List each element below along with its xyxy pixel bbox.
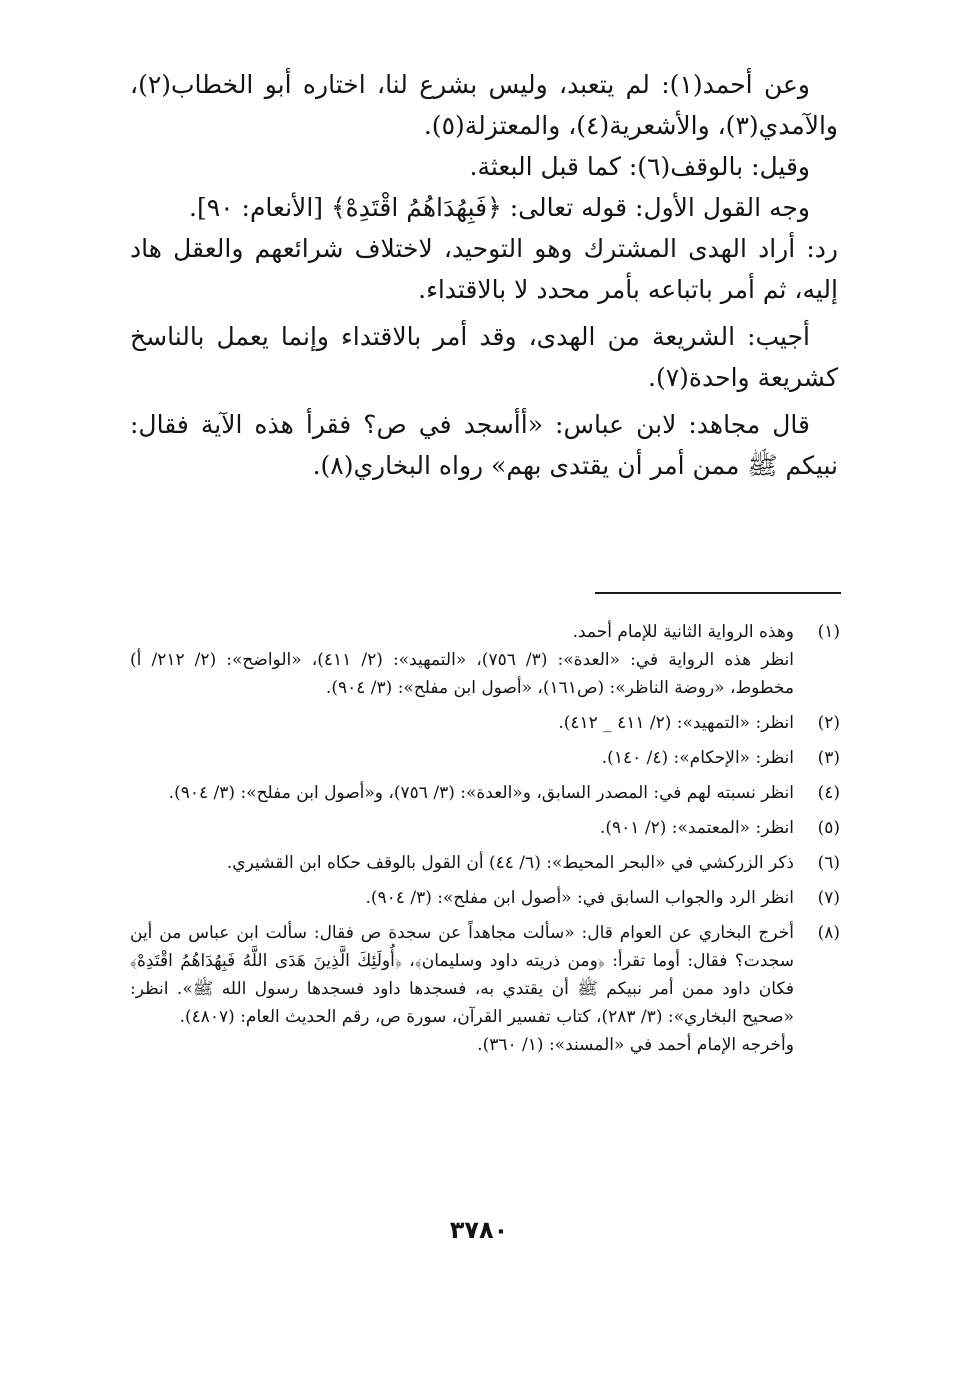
footnote-line: انظر نسبته لهم في: المصدر السابق، و«العدة»: (٣/ ٧٥٦)، و«أصول ابن مفلح»: (٣/ ٩٠٤). xyxy=(168,783,794,803)
paragraph-first-view-evidence: وجه القول الأول: قوله تعالى: ﴿فَبِهُدَاهُمُ اقْتَدِهْ﴾ [الأنعام: ٩٠]. xyxy=(189,193,810,222)
footnote-line: وهذه الرواية الثانية للإمام أحمد. xyxy=(572,622,794,642)
footnote-number: (٢) xyxy=(817,713,840,733)
footnote-line: انظر هذه الرواية في: «العدة»: (٣/ ٧٥٦)، «التمهيد»: (٢/ ٤١١)، «الواضح»: (٢/ ٢١٢/ أ) مخطوط، «روضة الناظر»: (ص١٦١)، «أصول ابن مفلح»: (٣/ ٩٠٤). xyxy=(130,650,795,698)
footnote-number: (٨) xyxy=(817,923,840,943)
paragraph-rebuttal: رد: أراد الهدى المشترك وهو التوحيد، لاختلاف شرائعهم والعقل هاد إليه، ثم أمر باتباعه بأمر محدد لا بالاقتداء. xyxy=(130,234,838,304)
footnote-line: أخرج البخاري عن العوام قال: «سألت مجاهداً عن سجدة ص فقال: سألت ابن عباس من أين سجدت؟ فقال: أوما تقرأ: ﴿ومن ذريته داود وسليمان﴾، ﴿أُولَئِكَ الَّذِينَ هَدَى اللَّهُ فَبِهُدَاهُمُ اقْتَدِهْ﴾ فكان داود ممن أمر نبيكم ﷺ أن يقتدي به، فسجدها داود فسجدها رسول الله ﷺ». انظر: «صحيح البخاري»: (٣/ ٢٨٣)، كتاب تفسير القرآن، سورة ص، رقم الحديث العام: (٤٨٠٧). xyxy=(130,923,794,1027)
footnote-divider xyxy=(595,592,841,594)
footnote-text xyxy=(130,618,794,702)
footnote-2 xyxy=(130,709,840,737)
footnote-text xyxy=(130,884,794,912)
main-text xyxy=(130,64,838,486)
footnote-line: انظر الرد والجواب السابق في: «أصول ابن مفلح»: (٣/ ٩٠٤). xyxy=(365,888,794,908)
footnote-line: انظر: «الإحكام»: (٤/ ١٤٠). xyxy=(601,748,794,768)
footnote-number: (٤) xyxy=(817,783,840,803)
footnote-5 xyxy=(130,814,840,842)
footnote-text xyxy=(130,744,794,772)
footnote-line: انظر: «التمهيد»: (٢/ ٤١١ _ ٤١٢). xyxy=(558,713,794,733)
footnote-text xyxy=(130,709,794,737)
paragraph-answer: أجيب: الشريعة من الهدى، وقد أمر بالاقتداء وإنما يعمل بالناسخ كشريعة واحدة(٧). xyxy=(130,322,838,392)
footnote-number: (٣) xyxy=(817,748,840,768)
footnote-text xyxy=(130,849,794,877)
footnote-7 xyxy=(130,884,840,912)
footnote-4 xyxy=(130,779,840,807)
paragraph-waqf: وقيل: بالوقف(٦): كما قبل البعثة. xyxy=(469,152,810,181)
footnote-6 xyxy=(130,849,840,877)
footnote-number: (٥) xyxy=(817,818,840,838)
footnote-text xyxy=(130,919,794,1059)
footnote-8 xyxy=(130,919,840,1059)
footnote-number: (١) xyxy=(817,622,840,642)
page-number: ٣٧٨٠ xyxy=(449,1216,509,1244)
paragraph-ahmad-view: وعن أحمد(١): لم يتعبد، وليس بشرع لنا، اختاره أبو الخطاب(٢)، والآمدي(٣)، والأشعرية(٤)، والمعتزلة(٥). xyxy=(130,70,838,140)
footnote-1 xyxy=(130,618,840,702)
paragraph-mujahid: قال مجاهد: لابن عباس: «أأسجد في ص؟ فقرأ هذه الآية فقال: نبيكم ﷺ ممن أمر أن يقتدى بهم» رواه البخاري(٨). xyxy=(130,410,838,480)
footnote-text xyxy=(130,814,794,842)
footnote-line: ذكر الزركشي في «البحر المحيط»: (٦/ ٤٤) أن القول بالوقف حكاه ابن القشيري. xyxy=(226,853,794,873)
footnote-number: (٦) xyxy=(817,853,840,873)
footnote-line: وأخرجه الإمام أحمد في «المسند»: (١/ ٣٦٠). xyxy=(477,1035,794,1055)
footnote-number: (٧) xyxy=(817,888,840,908)
footnote-3 xyxy=(130,744,840,772)
footnote-text xyxy=(130,779,794,807)
footnote-line: انظر: «المعتمد»: (٢/ ٩٠١). xyxy=(599,818,794,838)
footnotes xyxy=(130,618,840,1066)
